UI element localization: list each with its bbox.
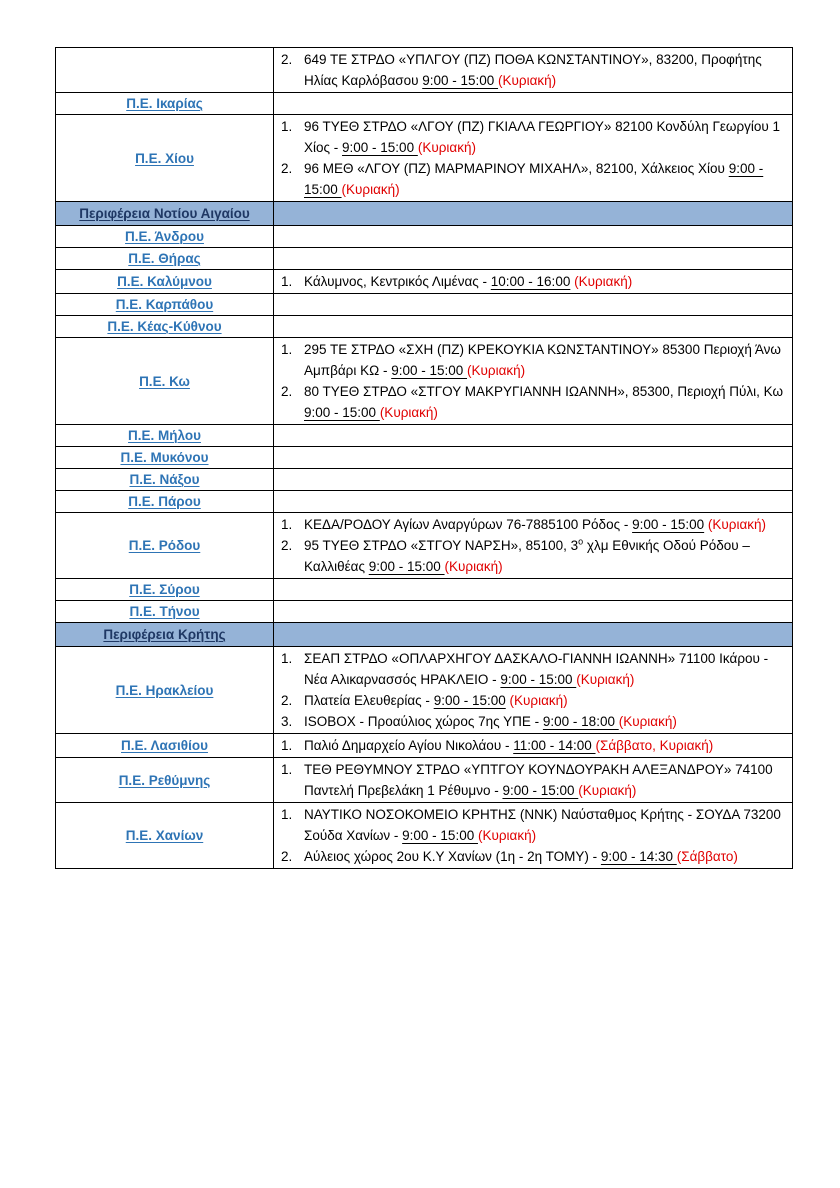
region-group-header-row <box>56 623 793 647</box>
opening-days: (Κυριακή) <box>477 828 537 843</box>
location-description <box>304 342 781 378</box>
region-unit-label: Π.Ε. Κέας-Κύθνου <box>107 319 222 334</box>
region-cell <box>56 579 274 601</box>
table-row <box>56 270 793 294</box>
location-description <box>304 517 766 532</box>
locations-cell <box>274 294 793 316</box>
opening-days: (Κυριακή) <box>618 714 677 729</box>
region-unit-label: Π.Ε. Ρόδου <box>128 538 201 553</box>
opening-days: (Κυριακή) <box>341 182 400 197</box>
locations-cell <box>274 226 793 248</box>
item-number: 2. <box>281 52 293 67</box>
location-text: ΤΕΘ ΡΕΘΥΜΝΟΥ ΣΤΡΔΟ «ΥΠΤΓΟΥ ΚΟΥΝΔΟΥΡΑΚΗ ΑΛΕΞΑΝΔΡΟΥ» 74100 Παντελή Πρεβελάκη 1 Ρέθυμνο - <box>304 762 773 798</box>
table-row <box>56 491 793 513</box>
locations-cell <box>274 803 793 869</box>
locations-cell <box>274 338 793 425</box>
table-row <box>56 294 793 316</box>
opening-days: (Κυριακή) <box>574 274 633 289</box>
opening-hours: 10:00 - 16:00 <box>490 274 571 289</box>
ordinal-superscript: ο <box>578 536 584 547</box>
item-number: 1. <box>281 807 293 822</box>
region-unit-label: Π.Ε. Τήνου <box>129 604 200 619</box>
region-cell <box>56 734 274 758</box>
region-unit-label: Π.Ε. Ικαρίας <box>126 96 203 111</box>
locations-cell <box>274 758 793 803</box>
region-group-header-row <box>56 202 793 226</box>
table-row <box>56 758 793 803</box>
region-cell <box>56 513 274 579</box>
region-cell <box>56 270 274 294</box>
location-description <box>304 161 763 197</box>
region-unit-label: Π.Ε. Μυκόνου <box>120 450 209 465</box>
opening-days: (Κυριακή) <box>707 517 767 532</box>
location-text: 95 ΤΥΕΘ ΣΤΡΔΟ «ΣΤΓΟΥ ΝΑΡΣΗ», 85100, 3 <box>304 538 579 553</box>
regions-table-body <box>56 48 793 869</box>
region-unit-label: Π.Ε. Πάρου <box>128 494 201 509</box>
location-description <box>304 119 780 155</box>
region-unit-label: Π.Ε. Θήρας <box>128 251 201 266</box>
region-unit-label: Π.Ε. Μήλου <box>128 428 201 443</box>
region-cell <box>56 248 274 270</box>
opening-hours: 11:00 - 14:00 <box>513 738 596 753</box>
location-item <box>274 759 788 801</box>
location-text: Αύλειος χώρος 2ου Κ.Υ Χανίων (1η - 2η ΤΟΜΥ) - <box>304 849 601 864</box>
locations-cell <box>274 647 793 734</box>
location-item <box>274 711 788 732</box>
locations-cell <box>274 601 793 623</box>
locations-cell <box>274 513 793 579</box>
location-item <box>274 514 788 535</box>
item-number: 1. <box>281 517 293 532</box>
region-cell <box>56 803 274 869</box>
location-item <box>274 648 788 690</box>
opening-hours: 9:00 - 15:00 <box>342 140 418 155</box>
opening-days: (Σάββατο) <box>676 849 738 864</box>
region-unit-label: Π.Ε. Λασιθίου <box>121 738 208 753</box>
item-number: 2. <box>281 849 293 864</box>
locations-cell <box>274 316 793 338</box>
region-unit-label: Π.Ε. Χίου <box>135 150 194 166</box>
region-group-title: Περιφέρεια Νοτίου Αιγαίου <box>79 206 250 221</box>
location-text: 295 ΤΕ ΣΤΡΔΟ «ΣΧΗ (ΠΖ) ΚΡΕΚΟΥΚΙΑ ΚΩΝΣΤΑΝΤΙΝΟΥ» 85300 Περιοχή Άνω Αμπβάρι ΚΩ - <box>304 342 781 378</box>
location-description <box>304 738 713 753</box>
opening-hours: 9:00 - 18:00 <box>542 714 619 729</box>
item-number: 3. <box>281 714 293 729</box>
locations-cell <box>274 48 793 93</box>
region-cell <box>56 294 274 316</box>
item-number: 1. <box>281 274 293 289</box>
table-row <box>56 93 793 115</box>
opening-hours: 9:00 - 15:00 <box>632 517 705 532</box>
location-text: 649 ΤΕ ΣΤΡΔΟ «ΥΠΛΓΟΥ (ΠΖ) ΠΟΘΑ ΚΩΝΣΤΑΝΤΙΝΟΥ», 83200, Προφήτης Ηλίας Καρλόβασου <box>304 52 762 88</box>
location-description <box>304 274 632 289</box>
location-text: ΚΕΔΑ/ΡΟΔΟΥ Αγίων Αναργύρων 76-7885100 Ρόδος - <box>304 517 633 532</box>
location-item <box>274 116 788 158</box>
region-unit-label: Π.Ε. Ηρακλείου <box>115 682 214 698</box>
opening-hours: 9:00 - 15:00 <box>433 693 506 708</box>
item-number: 1. <box>281 342 293 357</box>
location-description <box>304 807 781 843</box>
location-item <box>274 735 788 756</box>
location-text: Παλιό Δημαρχείο Αγίου Νικολάου - <box>304 738 514 753</box>
locations-cell <box>274 469 793 491</box>
opening-days: (Σάββατο, Κυριακή) <box>595 738 714 753</box>
table-row <box>56 226 793 248</box>
region-cell <box>56 115 274 202</box>
location-item <box>274 535 788 577</box>
locations-cell <box>274 270 793 294</box>
location-description <box>304 714 677 729</box>
location-text: ΣΕΑΠ ΣΤΡΔΟ «ΟΠΛΑΡΧΗΓΟΥ ΔΑΣΚΑΛΟ-ΓΙΑΝΝΗ ΙΩΑΝΝΗ» 71100 Ικάρου - Νέα Αλικαρνασσός ΗΡΑΚΛΕΙΟ - <box>304 651 769 687</box>
location-item <box>274 271 788 292</box>
opening-hours: 9:00 - 15:00 <box>304 405 380 420</box>
region-unit-label: Π.Ε. Κω <box>139 373 190 389</box>
opening-days: (Κυριακή) <box>379 405 438 420</box>
opening-hours: 9:00 - 15:00 <box>422 73 499 88</box>
region-unit-label: Π.Ε. Καλύμνου <box>117 274 212 289</box>
location-item <box>274 49 788 91</box>
item-number: 1. <box>281 651 293 666</box>
region-cell <box>56 48 274 93</box>
location-item <box>274 381 788 423</box>
region-cell <box>56 758 274 803</box>
region-cell <box>56 447 274 469</box>
opening-days: (Κυριακή) <box>444 559 503 574</box>
region-group-title: Περιφέρεια Κρήτης <box>103 627 226 642</box>
table-row <box>56 48 793 93</box>
region-cell <box>56 202 274 226</box>
region-unit-label: Π.Ε. Ρεθύμνης <box>118 772 211 788</box>
table-row <box>56 469 793 491</box>
item-number: 2. <box>281 161 293 176</box>
location-description <box>304 52 762 88</box>
table-row <box>56 248 793 270</box>
location-description <box>304 538 750 574</box>
opening-days: (Κυριακή) <box>417 140 476 155</box>
item-number: 2. <box>281 384 293 399</box>
table-row <box>56 513 793 579</box>
location-text: 80 ΤΥΕΘ ΣΤΡΔΟ «ΣΤΓΟΥ ΜΑΚΡΥΓΙΑΝΝΗ ΙΩΑΝΝΗ», 85300, Περιοχή Πύλι, Κω <box>304 384 784 399</box>
region-unit-label: Π.Ε. Άνδρου <box>125 229 204 244</box>
region-cell <box>56 425 274 447</box>
locations-cell <box>274 248 793 270</box>
region-unit-label: Π.Ε. Καρπάθου <box>115 297 214 312</box>
locations-cell <box>274 579 793 601</box>
region-unit-label: Π.Ε. Νάξου <box>129 472 200 487</box>
region-cell <box>56 491 274 513</box>
location-description <box>304 384 783 420</box>
region-cell <box>56 93 274 115</box>
location-description <box>304 849 738 864</box>
region-cell <box>56 469 274 491</box>
region-cell <box>56 226 274 248</box>
region-unit-label: Π.Ε. Σύρου <box>129 582 200 597</box>
opening-hours: 9:00 - 15:00 <box>402 828 478 843</box>
opening-hours: 9:00 - 15:00 <box>368 559 445 574</box>
item-number: 2. <box>281 693 293 708</box>
location-description <box>304 651 768 687</box>
region-cell <box>56 647 274 734</box>
opening-hours: 9:00 - 15:00 <box>391 363 468 378</box>
item-number: 1. <box>281 119 293 134</box>
opening-hours: 9:00 - 15:00 <box>502 783 579 798</box>
region-cell <box>56 338 274 425</box>
table-row <box>56 647 793 734</box>
locations-cell <box>274 623 793 647</box>
opening-days: (Κυριακή) <box>498 73 557 88</box>
location-text: χλμ Εθνικής Οδού Ρόδου – Καλλιθέας <box>304 538 750 574</box>
region-cell <box>56 316 274 338</box>
location-description <box>304 762 773 798</box>
locations-cell <box>274 491 793 513</box>
location-text: Κάλυμνος, Κεντρικός Λιμένας - <box>304 274 491 289</box>
opening-days: (Κυριακή) <box>467 363 526 378</box>
region-unit-label: Π.Ε. Χανίων <box>125 828 204 843</box>
table-row <box>56 338 793 425</box>
table-row <box>56 447 793 469</box>
location-item <box>274 690 788 711</box>
regions-schedule-table <box>55 47 793 869</box>
table-row <box>56 425 793 447</box>
table-row <box>56 601 793 623</box>
opening-days: (Κυριακή) <box>578 783 637 798</box>
location-item <box>274 339 788 381</box>
location-item <box>274 846 788 867</box>
opening-days: (Κυριακή) <box>576 672 635 687</box>
item-number: 1. <box>281 762 293 777</box>
table-row <box>56 115 793 202</box>
location-text: ΝΑΥΤΙΚΟ ΝΟΣΟΚΟΜΕΙΟ ΚΡΗΤΗΣ (ΝΝΚ) Ναύσταθμος Κρήτης - ΣΟΥΔΑ 73200 Σούδα Χανίων - <box>304 807 781 843</box>
locations-cell <box>274 202 793 226</box>
locations-cell <box>274 115 793 202</box>
location-text: 96 ΤΥΕΘ ΣΤΡΔΟ «ΛΓΟΥ (ΠΖ) ΓΚΙΑΛΑ ΓΕΩΡΓΙΟΥ» 82100 Κονδύλη Γεωργίου 1 Χίος - <box>304 119 781 155</box>
location-text: Πλατεία Ελευθερίας - <box>304 693 434 708</box>
table-row <box>56 803 793 869</box>
locations-cell <box>274 447 793 469</box>
item-number: 2. <box>281 538 293 553</box>
region-cell <box>56 623 274 647</box>
opening-hours: 9:00 - 15:00 <box>500 672 577 687</box>
location-item <box>274 158 788 200</box>
location-item <box>274 804 788 846</box>
location-text: ISOBOX - Προαύλιος χώρος 7ης ΥΠΕ - <box>304 714 543 729</box>
locations-cell <box>274 734 793 758</box>
table-row <box>56 734 793 758</box>
opening-days: (Κυριακή) <box>509 693 568 708</box>
opening-hours: 9:00 - 15:00 <box>304 161 764 197</box>
item-number: 1. <box>281 738 293 753</box>
locations-cell <box>274 93 793 115</box>
table-row <box>56 316 793 338</box>
locations-cell <box>274 425 793 447</box>
location-description <box>304 693 568 708</box>
region-cell <box>56 601 274 623</box>
table-row <box>56 579 793 601</box>
opening-hours: 9:00 - 14:30 <box>600 849 677 864</box>
location-text: 96 ΜΕΘ «ΛΓΟΥ (ΠΖ) ΜΑΡΜΑΡΙΝΟΥ ΜΙΧΑΗΛ», 82100, Χάλκειος Χίου <box>304 161 729 176</box>
